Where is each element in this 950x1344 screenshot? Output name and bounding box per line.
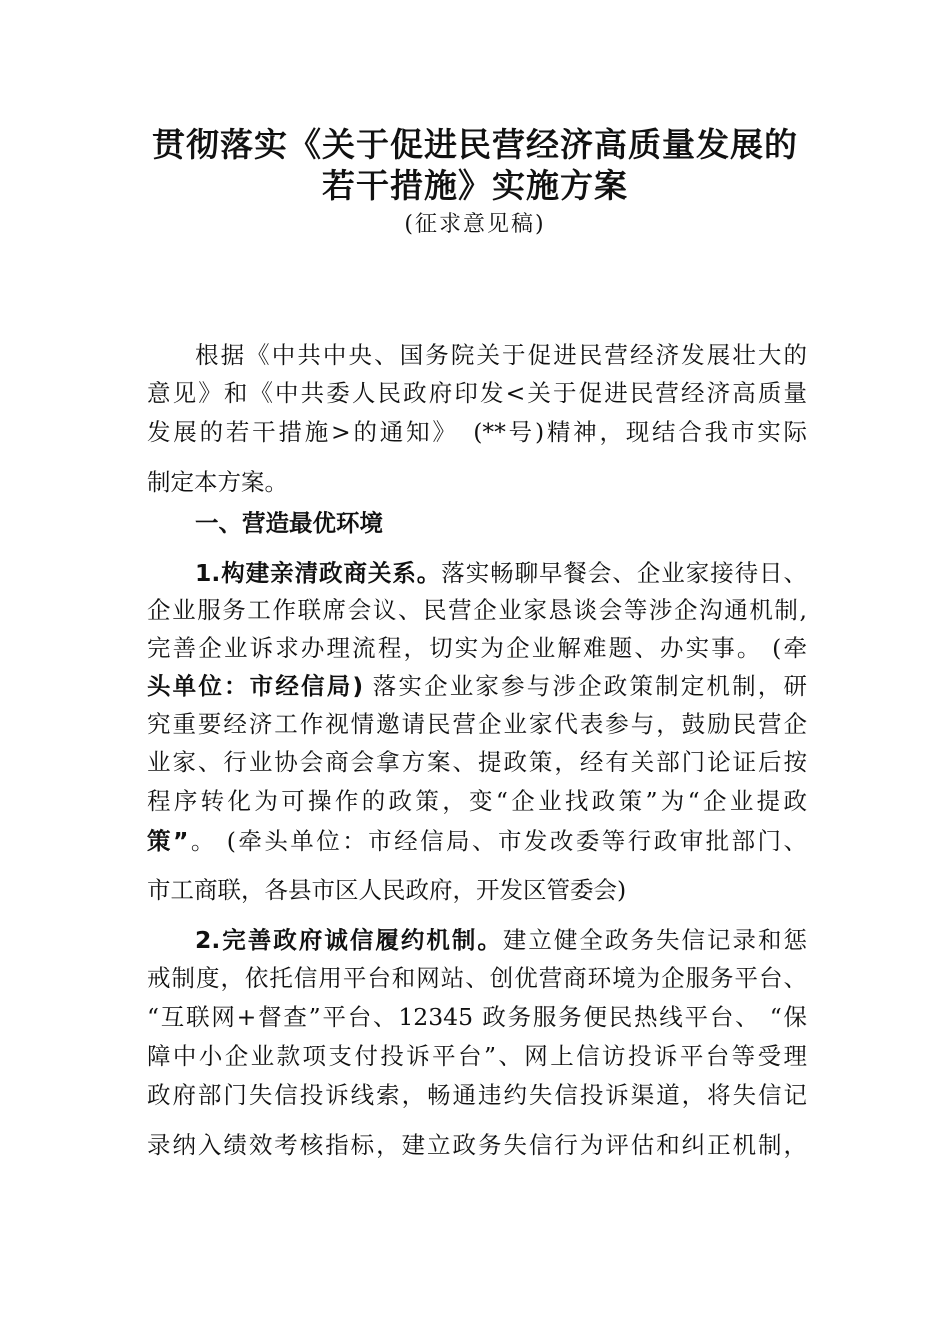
item1-line-8 xyxy=(147,826,807,856)
item2-lead: 完善政府诚信履约机制。 xyxy=(220,926,503,954)
item1-line-7: 程序转化为可操作的政策，变“企业找政策”为“企业提政 xyxy=(147,787,807,815)
item1-line-1 xyxy=(195,558,807,588)
item2-line-4: 障中小企业款项支付投诉平台”、网上信访投诉平台等受理 xyxy=(147,1042,807,1070)
item2-line-3: “互联网+督查”平台、12345 政务服务便民热线平台、 “保 xyxy=(147,1003,807,1031)
item1-lead-unit: 头单位：市经信局) xyxy=(147,672,364,700)
item2-line-1 xyxy=(195,925,807,955)
document-subtitle: (征求意见稿) xyxy=(404,212,546,237)
intro-line-3: 发展的若干措施>的通知》 (**号)精神，现结合我市实际 xyxy=(147,418,807,446)
item1-lead: 构建亲清政商关系。 xyxy=(220,559,442,587)
item1-line-6: 业家、行业协会商会拿方案、提政策，经有关部门论证后按 xyxy=(147,748,807,776)
item2-number: 2. xyxy=(195,926,221,954)
item1-line-4-text: 落实企业家参与涉企政策制定机制，研 xyxy=(363,672,807,700)
item1-line-4 xyxy=(147,671,807,701)
item1-line-3: 完善企业诉求办理流程，切实为企业解难题、办实事。 (牵 xyxy=(147,634,807,662)
item2-line-6: 录纳入绩效考核指标，建立政务失信行为评估和纠正机制， xyxy=(147,1131,807,1159)
intro-line-4: 制定本方案。 xyxy=(147,468,288,496)
item1-line-5: 究重要经济工作视情邀请民营企业家代表参与，鼓励民营企 xyxy=(147,710,807,738)
item1-line-1-text: 落实畅聊早餐会、企业家接待日、 xyxy=(441,559,807,587)
section-heading: 一、营造最优环境 xyxy=(195,509,383,537)
document-title-line-2: 若干措施》实施方案 xyxy=(322,166,628,205)
item1-line-8-text: 。 (牵头单位：市经信局、市发改委等行政审批部门、 xyxy=(188,827,807,855)
item2-line-5: 政府部门失信投诉线索，畅通违约失信投诉渠道，将失信记 xyxy=(147,1081,807,1109)
item1-line-2: 企业服务工作联席会议、民营企业家恳谈会等涉企沟通机制, xyxy=(147,596,807,624)
intro-line-2: 意见》和《中共委人民政府印发<关于促进民营经济高质量 xyxy=(147,379,807,407)
item2-line-2: 戒制度，依托信用平台和网站、创优营商环境为企服务平台、 xyxy=(147,964,807,992)
document-title-line-1: 贯彻落实《关于促进民营经济高质量发展的 xyxy=(152,125,798,164)
intro-line-1: 根据《中共中央、国务院关于促进民营经济发展壮大的 xyxy=(195,341,807,369)
item1-number: 1. xyxy=(195,559,221,587)
item1-line-9: 市工商联，各县市区人民政府，开发区管委会) xyxy=(147,876,627,904)
item2-line-1-text: 建立健全政务失信记录和惩 xyxy=(502,926,807,954)
item1-line-8-bold: 策” xyxy=(147,827,189,855)
